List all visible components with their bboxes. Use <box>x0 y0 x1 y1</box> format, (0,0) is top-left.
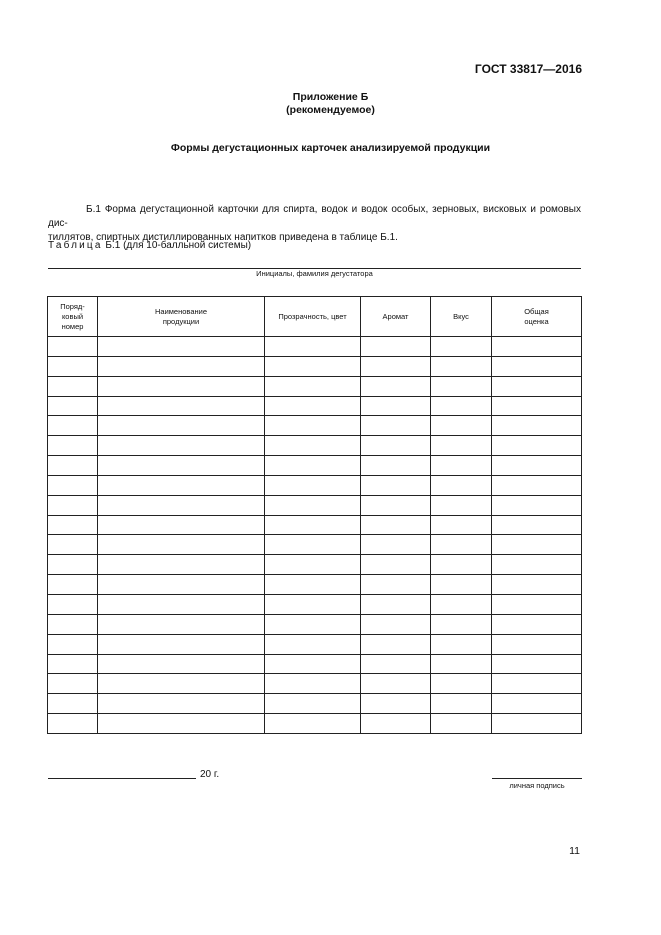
table-caption-text: Б.1 (для 10-балльной системы) <box>102 240 252 251</box>
table-cell <box>492 654 582 674</box>
header-text: ковый <box>61 311 84 321</box>
table-cell <box>265 594 361 614</box>
table-cell <box>48 594 98 614</box>
table-body <box>48 337 582 734</box>
table-cell <box>431 376 492 396</box>
table-cell <box>265 674 361 694</box>
appendix-title: Приложение Б <box>292 91 369 103</box>
table-cell <box>361 714 431 734</box>
table-cell <box>361 436 431 456</box>
table-cell <box>361 575 431 595</box>
table-cell <box>98 575 265 595</box>
table-cell <box>492 475 582 495</box>
table-cell <box>98 456 265 476</box>
table-row <box>48 416 582 436</box>
header-text: Вкус <box>453 311 469 321</box>
col-header-total-score <box>492 297 582 337</box>
table-cell <box>48 614 98 634</box>
table-cell <box>361 337 431 357</box>
table-cell <box>98 634 265 654</box>
table-cell <box>492 337 582 357</box>
table-cell <box>98 356 265 376</box>
table-cell <box>361 614 431 634</box>
table-cell <box>265 416 361 436</box>
header-text: Наименование <box>155 306 207 316</box>
table-cell <box>98 594 265 614</box>
table-cell <box>98 515 265 535</box>
table-cell <box>48 337 98 357</box>
table-cell <box>98 654 265 674</box>
header-text: Аромат <box>382 311 409 321</box>
table-cell <box>265 337 361 357</box>
signature-label: личная подпись <box>509 781 565 790</box>
table-row <box>48 436 582 456</box>
table-cell <box>361 376 431 396</box>
table-cell <box>48 674 98 694</box>
table-cell <box>361 634 431 654</box>
table-cell <box>431 654 492 674</box>
table-cell <box>265 396 361 416</box>
table-cell <box>48 575 98 595</box>
table-cell <box>492 376 582 396</box>
table-cell <box>361 555 431 575</box>
table-cell <box>431 337 492 357</box>
table-cell <box>492 555 582 575</box>
table-cell <box>98 475 265 495</box>
table-cell <box>492 674 582 694</box>
table-row <box>48 594 582 614</box>
page-number: 11 <box>569 845 580 857</box>
table-cell <box>98 436 265 456</box>
table-row <box>48 515 582 535</box>
table-cell <box>48 634 98 654</box>
table-row <box>48 456 582 476</box>
table-row <box>48 396 582 416</box>
table-cell <box>431 714 492 734</box>
table-cell <box>361 495 431 515</box>
table-cell <box>265 356 361 376</box>
table-cell <box>431 594 492 614</box>
table-cell <box>48 515 98 535</box>
table-cell <box>48 436 98 456</box>
table-cell <box>492 634 582 654</box>
table-cell <box>361 515 431 535</box>
table-cell <box>48 555 98 575</box>
table-cell <box>431 475 492 495</box>
table-row <box>48 356 582 376</box>
table-cell <box>98 694 265 714</box>
table-cell <box>265 456 361 476</box>
table-cell <box>98 555 265 575</box>
table-cell <box>361 694 431 714</box>
table-cell <box>431 634 492 654</box>
table-cell <box>361 674 431 694</box>
paragraph-line-2: тиллятов, спиртных дистиллированных напитков приведена в таблице Б.1. <box>48 232 398 243</box>
table-cell <box>265 475 361 495</box>
table-cell <box>48 416 98 436</box>
table-row <box>48 614 582 634</box>
table-cell <box>48 654 98 674</box>
table-row <box>48 674 582 694</box>
table-cell <box>431 575 492 595</box>
table-row <box>48 337 582 357</box>
table-cell <box>361 535 431 555</box>
table-cell <box>48 376 98 396</box>
table-cell <box>265 376 361 396</box>
table-cell <box>265 575 361 595</box>
col-header-aroma <box>361 297 431 337</box>
table-row <box>48 634 582 654</box>
table-cell <box>48 535 98 555</box>
table-cell <box>361 356 431 376</box>
table-row <box>48 654 582 674</box>
table-cell <box>48 694 98 714</box>
table-row <box>48 495 582 515</box>
header-text: номер <box>61 321 84 331</box>
table-cell <box>492 495 582 515</box>
date-suffix: 20 г. <box>200 769 220 780</box>
table-cell <box>265 535 361 555</box>
table-cell <box>492 515 582 535</box>
table-cell <box>48 456 98 476</box>
table-cell <box>48 356 98 376</box>
table-cell <box>98 495 265 515</box>
table-row <box>48 555 582 575</box>
table-cell <box>492 456 582 476</box>
table-cell <box>431 535 492 555</box>
table-header-row <box>48 297 582 337</box>
table-cell <box>265 654 361 674</box>
table-cell <box>492 356 582 376</box>
table-cell <box>361 456 431 476</box>
table-cell <box>98 714 265 734</box>
table-cell <box>98 674 265 694</box>
table-cell <box>431 356 492 376</box>
table-cell <box>361 416 431 436</box>
table-row <box>48 376 582 396</box>
appendix-subtitle: (рекомендуемое) <box>286 104 375 116</box>
table-cell <box>265 436 361 456</box>
table-cell <box>98 376 265 396</box>
table-row <box>48 694 582 714</box>
table-cell <box>98 396 265 416</box>
table-cell <box>265 614 361 634</box>
table-cell <box>431 694 492 714</box>
paragraph-line-1: Б.1 Форма дегустационной карточки для спирта, водок и водок особых, зерновых, висковых и ромовых дис- <box>48 204 581 229</box>
table-cell <box>492 594 582 614</box>
table-cell <box>431 515 492 535</box>
table-cell <box>492 535 582 555</box>
header-text: оценка <box>524 316 549 326</box>
table-cell <box>361 475 431 495</box>
table-cell <box>98 337 265 357</box>
table-cell <box>48 396 98 416</box>
table-cell <box>265 515 361 535</box>
table-cell <box>492 694 582 714</box>
col-header-number <box>48 297 98 337</box>
table-cell <box>431 495 492 515</box>
table-cell <box>265 555 361 575</box>
section-title: Формы дегустационных карточек анализируемой продукции <box>170 142 491 154</box>
table-cell <box>361 396 431 416</box>
table-caption-label: Таблица <box>48 240 103 251</box>
table-cell <box>98 535 265 555</box>
col-header-product-name <box>98 297 265 337</box>
table-cell <box>431 674 492 694</box>
table-cell <box>492 416 582 436</box>
table-cell <box>48 714 98 734</box>
table-cell <box>98 416 265 436</box>
table-cell <box>492 714 582 734</box>
table-caption <box>48 240 251 251</box>
table-cell <box>431 456 492 476</box>
header-text: Поряд- <box>60 301 85 311</box>
table-row <box>48 714 582 734</box>
table-cell <box>492 396 582 416</box>
header-text: Прозрачность, цвет <box>278 311 347 321</box>
table-cell <box>48 475 98 495</box>
table-cell <box>431 416 492 436</box>
table-cell <box>431 396 492 416</box>
col-header-taste <box>431 297 492 337</box>
taster-name-label: Инициалы, фамилия дегустатора <box>256 269 373 278</box>
table-cell <box>265 714 361 734</box>
table-cell <box>361 594 431 614</box>
document-code: ГОСТ 33817—2016 <box>474 62 582 76</box>
date-line <box>48 778 196 779</box>
intro-paragraph <box>48 203 581 245</box>
table-cell <box>98 614 265 634</box>
tasting-card-table <box>47 296 582 734</box>
col-header-clarity-color <box>265 297 361 337</box>
table-cell <box>431 555 492 575</box>
header-text: продукции <box>162 316 200 326</box>
table-cell <box>492 614 582 634</box>
table-row <box>48 575 582 595</box>
table-cell <box>265 694 361 714</box>
header-text: Общая <box>524 306 549 316</box>
table-cell <box>48 495 98 515</box>
table-cell <box>431 614 492 634</box>
table-cell <box>431 436 492 456</box>
table-row <box>48 475 582 495</box>
table-cell <box>492 575 582 595</box>
signature-line <box>492 778 582 779</box>
table-cell <box>361 654 431 674</box>
table-row <box>48 535 582 555</box>
table-cell <box>265 634 361 654</box>
table-cell <box>265 495 361 515</box>
table-cell <box>492 436 582 456</box>
